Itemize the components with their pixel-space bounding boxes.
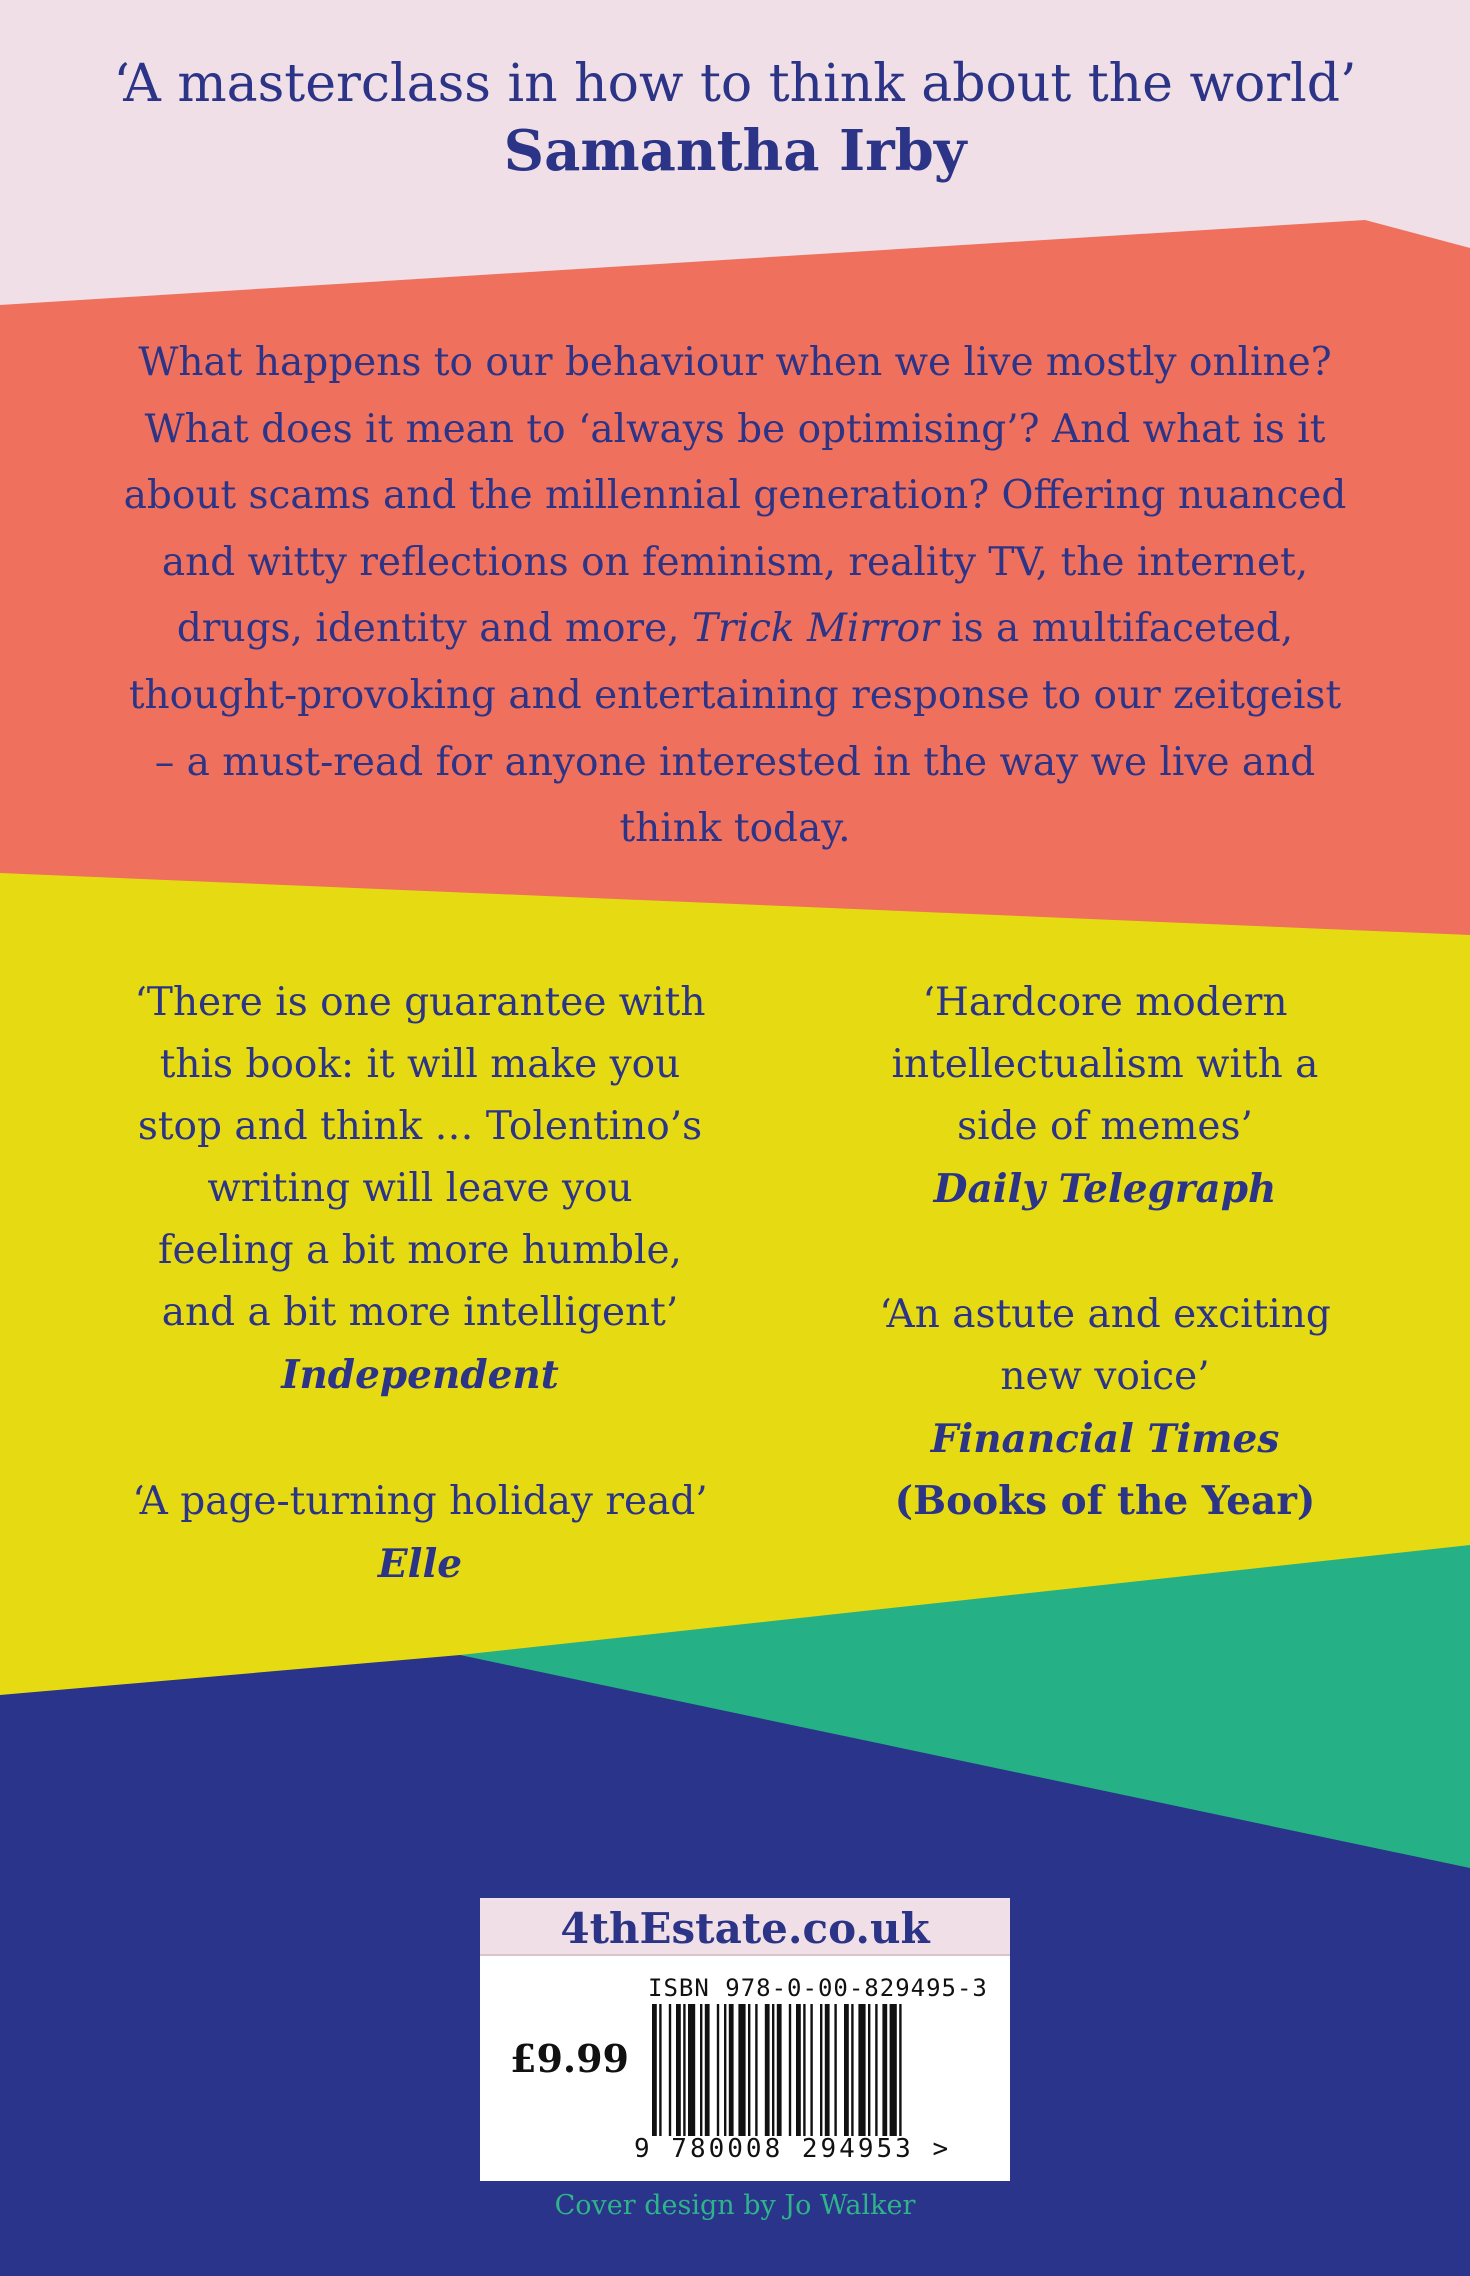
review-line: writing will leave you — [207, 1166, 633, 1211]
blurb-line: drugs, identity and more, Trick Mirror is a multifaceted, — [176, 606, 1294, 652]
review-source: Independent — [281, 1352, 559, 1398]
book-title: Trick Mirror — [691, 606, 939, 652]
cover-credit: Cover design by Jo Walker — [554, 2190, 916, 2221]
price: £9.99 — [510, 2036, 629, 2081]
review-source: Daily Telegraph — [933, 1166, 1277, 1212]
pull-quote-author: Samantha Irby — [503, 118, 967, 184]
isbn-number: ISBN 978-0-00-829495-3 — [648, 1974, 988, 2002]
barcode-label — [480, 1898, 1010, 2181]
review-independent — [120, 972, 720, 1406]
blurb-line: think today. — [619, 806, 851, 852]
review-ft — [790, 1284, 1420, 1532]
review-line: ‘An astute and exciting — [879, 1292, 1331, 1337]
blurb-line: – a must-read for anyone interested in the way we live and — [154, 739, 1316, 785]
review-line: and a bit more intelligent’ — [161, 1290, 679, 1335]
review-line: intellectualism with a — [891, 1042, 1319, 1087]
review-source: Financial Times — [930, 1416, 1280, 1462]
blurb-line: about scams and the millennial generation? Offering nuanced — [123, 473, 1347, 519]
pull-quote: ‘A masterclass in how to think about the world’ — [113, 54, 1357, 114]
review-line: side of memes’ — [957, 1104, 1253, 1149]
publisher-website: 4thEstate.co.uk — [560, 1904, 930, 1953]
review-telegraph — [790, 972, 1420, 1220]
review-line: feeling a bit more humble, — [158, 1228, 682, 1273]
barcode-digits: 9 780008 294953 > — [634, 2134, 952, 2164]
blurb-paragraph — [110, 330, 1360, 863]
blurb-line: What happens to our behaviour when we live mostly online? — [138, 340, 1332, 385]
review-source: Elle — [377, 1541, 463, 1587]
blurb-line: and witty reflections on feminism, reality TV, the internet, — [161, 539, 1309, 585]
review-elle — [120, 1471, 720, 1595]
review-note: (Books of the Year) — [894, 1478, 1316, 1524]
website-strip — [480, 1898, 1010, 1956]
review-line: ‘There is one guarantee with — [134, 980, 706, 1025]
review-line: new voice’ — [1000, 1354, 1210, 1399]
blurb-line: thought-provoking and entertaining response to our zeitgeist — [128, 672, 1342, 718]
review-line: ‘Hardcore modern — [922, 980, 1288, 1025]
review-line: stop and think … Tolentino’s — [137, 1104, 703, 1149]
review-line: this book: it will make you — [159, 1042, 681, 1087]
blurb-line: What does it mean to ‘always be optimising’? And what is it — [144, 406, 1326, 452]
barcode-icon — [648, 2004, 988, 2136]
review-line: ‘A page-turning holiday read’ — [132, 1479, 708, 1524]
